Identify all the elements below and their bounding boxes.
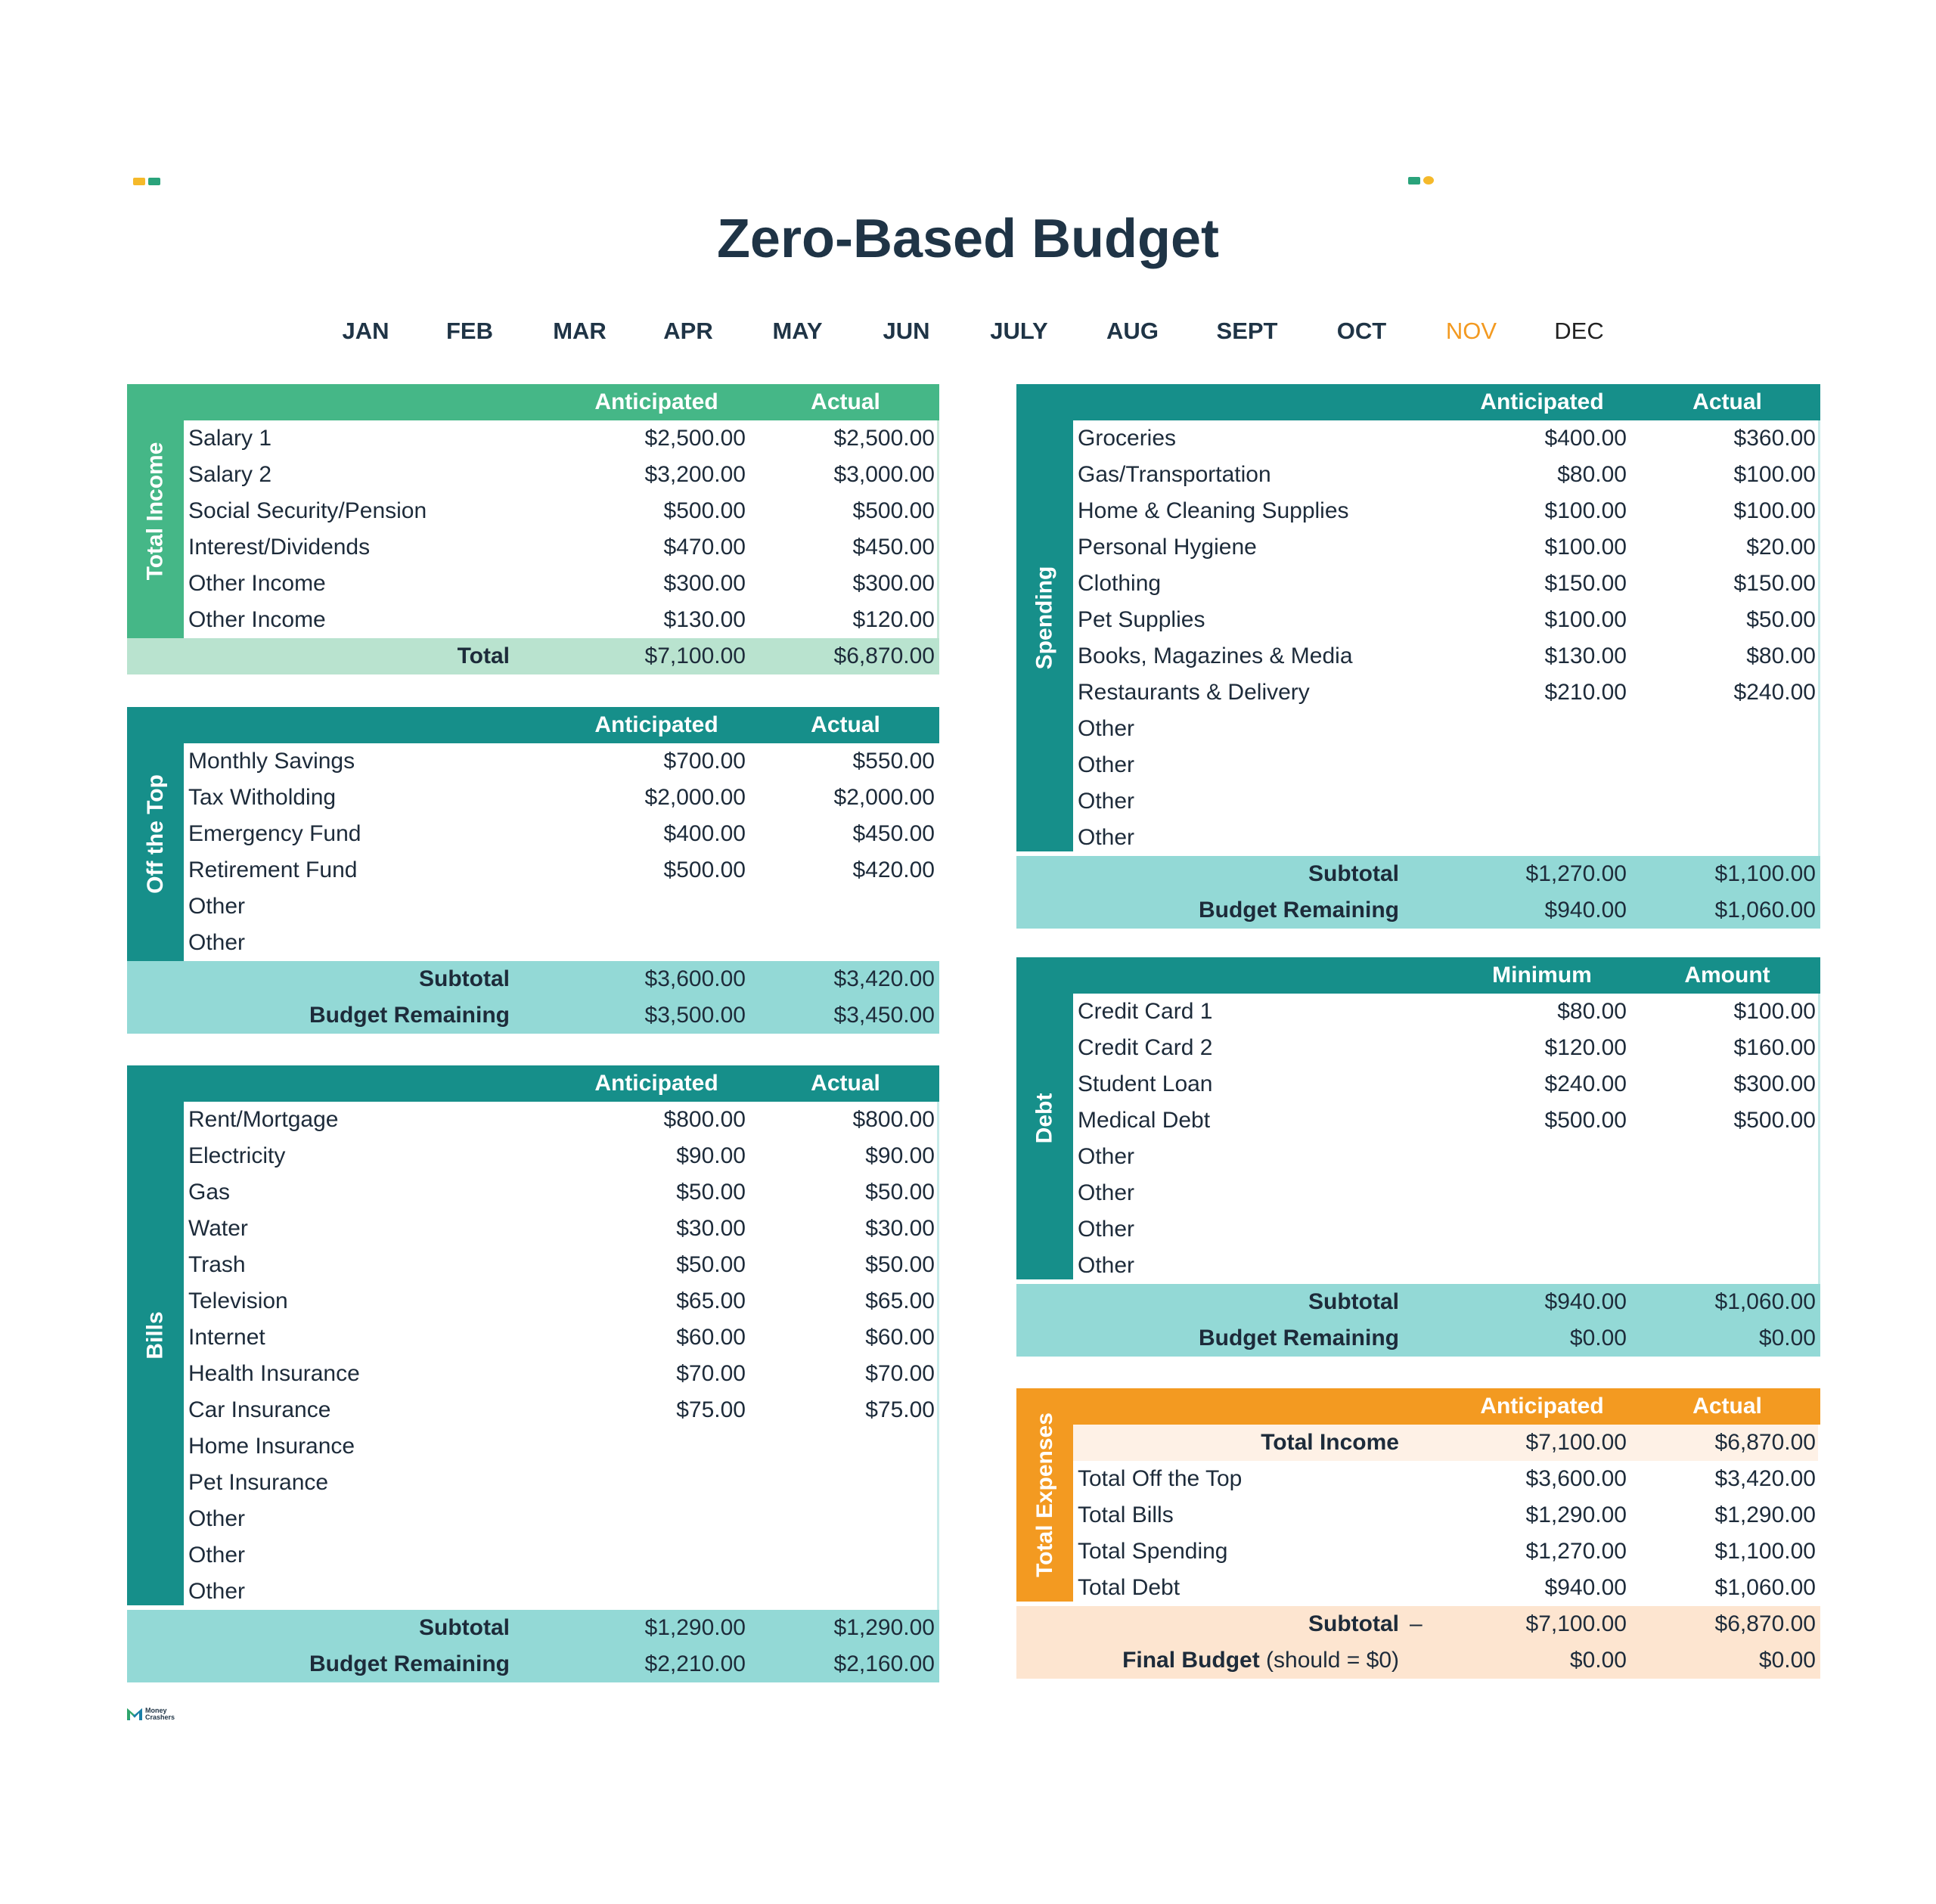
month-tab-apr[interactable]: APR — [663, 318, 713, 344]
income-table — [127, 384, 939, 670]
table-row — [1073, 783, 1820, 820]
anticipated-value: $1,270.00 — [1525, 1539, 1627, 1564]
row-label: Other — [1078, 716, 1135, 741]
anticipated-value: $2,500.00 — [644, 426, 746, 451]
actual-value: $420.00 — [852, 857, 935, 882]
row-label: Restaurants & Delivery — [1078, 680, 1310, 705]
row-label: Gas/Transportation — [1078, 462, 1271, 487]
subtotal-row-label: Subtotal — [419, 1615, 510, 1640]
table-row — [184, 1174, 939, 1211]
budget-remaining-row — [1016, 892, 1820, 929]
row-label: Credit Card 2 — [1078, 1035, 1213, 1060]
row-label: Social Security/Pension — [188, 498, 427, 523]
final-budget-row-anticipated: $0.00 — [1569, 1648, 1627, 1673]
table-row — [184, 493, 939, 529]
actual-value: $450.00 — [852, 821, 935, 846]
actual-value: $3,000.00 — [833, 462, 935, 487]
actual-value: $3,420.00 — [1714, 1466, 1816, 1491]
row-label: Salary 2 — [188, 462, 272, 487]
anticipated-value: $500.00 — [1544, 1108, 1627, 1133]
section-side-label — [127, 1065, 184, 1605]
table-row — [1073, 674, 1820, 711]
anticipated-value: $80.00 — [1557, 999, 1627, 1024]
row-label: Books, Magazines & Media — [1078, 643, 1353, 668]
month-tab-feb[interactable]: FEB — [446, 318, 493, 344]
total-income-actual: $6,870.00 — [1714, 1430, 1816, 1455]
section-side-label — [1016, 384, 1073, 851]
budget-remaining-row — [127, 1646, 939, 1682]
table-right-border — [1818, 1425, 1820, 1606]
actual-value: $450.00 — [852, 535, 935, 560]
section-side-label — [1016, 957, 1073, 1279]
row-label: Salary 1 — [188, 426, 272, 451]
anticipated-value: $100.00 — [1544, 607, 1627, 632]
table-header — [127, 384, 939, 420]
subtotal-row — [1016, 856, 1820, 892]
anticipated-value: $400.00 — [663, 821, 746, 846]
side-label-text: Bills — [142, 1311, 168, 1360]
actual-value: $2,000.00 — [833, 785, 935, 810]
actual-value: $500.00 — [1733, 1108, 1816, 1133]
budget-remaining-row-anticipated: $3,500.00 — [644, 1003, 746, 1028]
month-tab-may[interactable]: MAY — [772, 318, 823, 344]
budget-remaining-row-actual: $1,060.00 — [1714, 898, 1816, 923]
row-label: Water — [188, 1216, 248, 1241]
section-side-label — [1016, 1388, 1073, 1602]
final-budget-row — [1016, 1642, 1820, 1679]
table-row — [1073, 493, 1820, 529]
month-tab-dec[interactable]: DEC — [1554, 318, 1604, 344]
subtotal-row-anticipated: $940.00 — [1544, 1289, 1627, 1314]
row-label: Electricity — [188, 1143, 286, 1168]
anticipated-value: $2,000.00 — [644, 785, 746, 810]
row-label: Total Spending — [1078, 1539, 1228, 1564]
row-label: Home Insurance — [188, 1434, 355, 1459]
row-label: Trash — [188, 1252, 246, 1277]
actual-value: $1,100.00 — [1714, 1539, 1816, 1564]
month-tab-july[interactable]: JULY — [990, 318, 1048, 344]
coin-icon — [1423, 176, 1434, 185]
table-header — [1016, 384, 1820, 420]
table-right-border — [1818, 420, 1820, 856]
page-title: Zero-Based Budget — [716, 209, 1220, 269]
anticipated-value: $80.00 — [1557, 462, 1627, 487]
table-header — [127, 707, 939, 743]
logo-text-2: Crashers — [145, 1713, 175, 1721]
actual-value: $70.00 — [865, 1361, 935, 1386]
actual-value: $2,500.00 — [833, 426, 935, 451]
anticipated-value: $300.00 — [663, 571, 746, 596]
column-header-2: Actual — [811, 712, 880, 737]
final-budget-label-bold: Final Budget — [1122, 1648, 1260, 1673]
debt-table — [1016, 957, 1820, 1352]
row-label: Interest/Dividends — [188, 535, 371, 560]
anticipated-value: $210.00 — [1544, 680, 1627, 705]
subtotal-row-label: Subtotal — [1308, 1289, 1399, 1314]
row-label: Rent/Mortgage — [188, 1107, 339, 1132]
month-tab-nov[interactable]: NOV — [1445, 318, 1497, 344]
table-row — [184, 1501, 939, 1537]
subtotal-row-actual: $1,100.00 — [1714, 861, 1816, 886]
table-row — [184, 1392, 939, 1428]
table-row — [184, 1356, 939, 1392]
money-crashers-logo — [127, 1707, 175, 1721]
budget-remaining-row-label: Budget Remaining — [1198, 898, 1399, 923]
actual-value: $500.00 — [852, 498, 935, 523]
column-header-1: Anticipated — [1480, 1394, 1604, 1419]
table-row — [1073, 529, 1820, 566]
table-row — [1073, 1497, 1820, 1533]
column-header-1: Minimum — [1492, 963, 1592, 988]
row-label: Television — [188, 1288, 288, 1313]
table-row — [1073, 747, 1820, 783]
final-budget-row-label — [1122, 1648, 1399, 1673]
table-row — [1073, 711, 1820, 747]
table-right-border — [1818, 994, 1820, 1284]
budget-remaining-row-label: Budget Remaining — [1198, 1326, 1399, 1350]
column-header-2: Actual — [811, 1071, 880, 1096]
subtotal-row-actual: $3,420.00 — [833, 966, 935, 991]
bill-icon — [1408, 177, 1420, 185]
subtotal-row-actual: $1,060.00 — [1714, 1289, 1816, 1314]
table-row — [184, 1283, 939, 1319]
table-row — [1073, 1175, 1820, 1211]
actual-value: $60.00 — [865, 1325, 935, 1350]
row-label: Student Loan — [1078, 1071, 1213, 1096]
row-label: Other Income — [188, 571, 326, 596]
table-row — [1073, 1533, 1820, 1570]
row-label: Car Insurance — [188, 1397, 331, 1422]
table-row — [184, 888, 939, 925]
month-tab-jan[interactable]: JAN — [342, 318, 389, 344]
actual-value: $50.00 — [865, 1180, 935, 1205]
actual-value: $65.00 — [865, 1288, 935, 1313]
month-tab-oct[interactable]: OCT — [1336, 318, 1387, 344]
anticipated-value: $3,600.00 — [1525, 1466, 1627, 1491]
budget-remaining-row-label: Budget Remaining — [309, 1651, 510, 1676]
row-label: Total Off the Top — [1078, 1466, 1243, 1491]
anticipated-value: $400.00 — [1544, 426, 1627, 451]
row-label: Medical Debt — [1078, 1108, 1211, 1133]
row-label: Other — [188, 1579, 246, 1604]
actual-value: $160.00 — [1733, 1035, 1816, 1060]
subtotal-row-label: Subtotal — [419, 966, 510, 991]
actual-value: $20.00 — [1746, 535, 1816, 560]
anticipated-value: $75.00 — [676, 1397, 746, 1422]
column-header-1: Anticipated — [1480, 389, 1604, 414]
table-row — [184, 457, 939, 493]
row-label: Other — [188, 930, 246, 955]
table-row — [184, 1102, 939, 1138]
budget-remaining-row-actual: $0.00 — [1758, 1326, 1816, 1350]
table-row — [184, 816, 939, 852]
row-label: Other — [1078, 1253, 1135, 1278]
anticipated-value: $500.00 — [663, 857, 746, 882]
budget-remaining-row-anticipated: $0.00 — [1569, 1326, 1627, 1350]
anticipated-value: $240.00 — [1544, 1071, 1627, 1096]
side-label-text: Total Expenses — [1032, 1412, 1057, 1577]
table-row — [184, 780, 939, 816]
row-label: Health Insurance — [188, 1361, 360, 1386]
total-expenses-table — [1016, 1388, 1820, 1674]
anticipated-value: $65.00 — [676, 1288, 746, 1313]
month-tab-mar[interactable]: MAR — [553, 318, 607, 344]
actual-value: $300.00 — [852, 571, 935, 596]
row-label: Retirement Fund — [188, 857, 358, 882]
total-row-anticipated: $7,100.00 — [644, 643, 746, 668]
table-row — [184, 1247, 939, 1283]
row-label: Gas — [188, 1180, 231, 1205]
row-label: Other — [188, 894, 246, 919]
actual-value: $1,060.00 — [1714, 1575, 1816, 1600]
actual-value: $300.00 — [1733, 1071, 1816, 1096]
row-label: Pet Supplies — [1078, 607, 1205, 632]
side-label-text: Total Income — [142, 442, 168, 581]
actual-value: $240.00 — [1733, 680, 1816, 705]
table-row — [184, 602, 939, 638]
month-tab-aug[interactable]: AUG — [1106, 318, 1159, 344]
actual-value: $30.00 — [865, 1216, 935, 1241]
total-row — [127, 638, 939, 674]
month-tab-sept[interactable]: SEPT — [1216, 318, 1278, 344]
subtotal-row — [1016, 1284, 1820, 1320]
total-income-row — [1073, 1425, 1820, 1461]
actual-value: $75.00 — [865, 1397, 935, 1422]
row-label: Other — [1078, 1217, 1135, 1242]
budget-remaining-row-actual: $3,450.00 — [833, 1003, 935, 1028]
budget-remaining-row-anticipated: $940.00 — [1544, 898, 1627, 923]
off-the-top-table — [127, 707, 939, 1029]
table-row — [1073, 994, 1820, 1030]
table-row — [184, 1211, 939, 1247]
logo-text-1: Money — [145, 1707, 167, 1714]
table-row — [1073, 602, 1820, 638]
table-row — [184, 852, 939, 888]
row-label: Other — [188, 1543, 246, 1568]
table-row — [184, 566, 939, 602]
table-row — [1073, 820, 1820, 856]
column-header-1: Anticipated — [594, 389, 718, 414]
table-row — [1073, 1248, 1820, 1284]
actual-value: $100.00 — [1733, 498, 1816, 523]
row-label: Groceries — [1078, 426, 1177, 451]
anticipated-value: $100.00 — [1544, 535, 1627, 560]
logo-icon — [127, 1708, 142, 1720]
table-row — [1073, 1570, 1820, 1606]
column-header-2: Amount — [1684, 963, 1770, 988]
table-row — [184, 743, 939, 780]
subtotal-row-anticipated: $1,290.00 — [644, 1615, 746, 1640]
table-row — [1073, 1211, 1820, 1248]
row-label: Personal Hygiene — [1078, 535, 1257, 560]
row-label: Other — [1078, 1180, 1135, 1205]
section-side-label — [127, 384, 184, 638]
table-right-border — [937, 1102, 939, 1610]
row-label: Clothing — [1078, 571, 1162, 596]
actual-value: $800.00 — [852, 1107, 935, 1132]
budget-remaining-row-label: Budget Remaining — [309, 1003, 510, 1028]
anticipated-value: $150.00 — [1544, 571, 1627, 596]
side-label-text: Spending — [1032, 566, 1057, 670]
final-budget-label-note: (should = $0) — [1259, 1648, 1399, 1673]
anticipated-value: $940.00 — [1544, 1575, 1627, 1600]
bill-icon — [133, 178, 145, 185]
column-header-2: Actual — [811, 389, 880, 414]
table-row — [184, 1428, 939, 1465]
month-tabs — [318, 318, 1632, 345]
row-label: Total Bills — [1078, 1502, 1174, 1527]
row-label: Other — [1078, 789, 1135, 814]
table-right-border — [937, 420, 939, 638]
subtotal-row-actual: $1,290.00 — [833, 1615, 935, 1640]
anticipated-value: $100.00 — [1544, 498, 1627, 523]
anticipated-value: $50.00 — [676, 1252, 746, 1277]
subtotal-row-label: Subtotal — [1308, 861, 1399, 886]
anticipated-value: $50.00 — [676, 1180, 746, 1205]
table-header — [127, 1065, 939, 1102]
row-label: Emergency Fund — [188, 821, 361, 846]
budget-remaining-row-actual: $2,160.00 — [833, 1651, 935, 1676]
actual-value: $90.00 — [865, 1143, 935, 1168]
actual-value: $100.00 — [1733, 462, 1816, 487]
table-row — [1073, 457, 1820, 493]
table-row — [184, 1138, 939, 1174]
month-tab-jun[interactable]: JUN — [883, 318, 930, 344]
row-label: Other Income — [188, 607, 326, 632]
column-header-2: Actual — [1692, 1394, 1762, 1419]
anticipated-value: $1,290.00 — [1525, 1502, 1627, 1527]
anticipated-value: $700.00 — [663, 749, 746, 774]
total-income-label: Total Income — [1261, 1430, 1399, 1455]
subtotal-row-anticipated: $3,600.00 — [644, 966, 746, 991]
subtotal-row — [127, 1610, 939, 1646]
column-header-2: Actual — [1692, 389, 1762, 414]
actual-value: $360.00 — [1733, 426, 1816, 451]
table-row — [184, 925, 939, 961]
subtotal-row — [127, 961, 939, 997]
row-label: Pet Insurance — [188, 1470, 329, 1495]
spending-table — [1016, 384, 1820, 924]
table-row — [1073, 566, 1820, 602]
table-header — [1016, 957, 1820, 994]
money-decoration-left — [133, 178, 160, 185]
row-label: Tax Witholding — [188, 785, 337, 810]
section-side-label — [127, 707, 184, 961]
row-label: Credit Card 1 — [1078, 999, 1213, 1024]
table-row — [1073, 1102, 1820, 1139]
table-row — [1073, 1461, 1820, 1497]
table-row — [1073, 638, 1820, 674]
row-label: Other — [1078, 752, 1135, 777]
anticipated-value: $70.00 — [676, 1361, 746, 1386]
side-label-text: Debt — [1032, 1093, 1057, 1144]
table-row — [184, 1574, 939, 1610]
table-row — [1073, 420, 1820, 457]
anticipated-value: $30.00 — [676, 1216, 746, 1241]
row-label: Home & Cleaning Supplies — [1078, 498, 1349, 523]
total-income-anticipated: $7,100.00 — [1525, 1430, 1627, 1455]
row-label: Internet — [188, 1325, 265, 1350]
table-row — [184, 529, 939, 566]
actual-value: $50.00 — [865, 1252, 935, 1277]
actual-value: $150.00 — [1733, 571, 1816, 596]
budget-remaining-row — [127, 997, 939, 1034]
anticipated-value: $3,200.00 — [644, 462, 746, 487]
anticipated-value: $130.00 — [663, 607, 746, 632]
table-row — [1073, 1030, 1820, 1066]
minus-sign: – — [1410, 1611, 1423, 1636]
table-row — [1073, 1066, 1820, 1102]
table-row — [184, 420, 939, 457]
final-budget-row-actual: $0.00 — [1758, 1648, 1816, 1673]
total-row-actual: $6,870.00 — [833, 643, 935, 668]
money-decoration-right — [1408, 176, 1434, 185]
bills-table — [127, 1065, 939, 1678]
anticipated-value: $60.00 — [676, 1325, 746, 1350]
row-label: Monthly Savings — [188, 749, 355, 774]
actual-value: $50.00 — [1746, 607, 1816, 632]
row-label: Other — [1078, 825, 1135, 850]
anticipated-value: $500.00 — [663, 498, 746, 523]
subtotal-row — [1016, 1606, 1820, 1642]
actual-value: $1,290.00 — [1714, 1502, 1816, 1527]
subtotal-row-label: Subtotal — [1308, 1611, 1399, 1636]
anticipated-value: $120.00 — [1544, 1035, 1627, 1060]
column-header-1: Anticipated — [594, 1071, 718, 1096]
side-label-text: Off the Top — [142, 774, 168, 894]
budget-remaining-row — [1016, 1320, 1820, 1357]
anticipated-value: $470.00 — [663, 535, 746, 560]
total-row-label: Total — [457, 643, 510, 668]
actual-value: $80.00 — [1746, 643, 1816, 668]
table-row — [1073, 1139, 1820, 1175]
table-right-border — [937, 743, 939, 961]
bill-icon — [148, 178, 160, 185]
subtotal-row-anticipated: $7,100.00 — [1525, 1611, 1627, 1636]
row-label: Other — [1078, 1144, 1135, 1169]
row-label: Total Debt — [1078, 1575, 1181, 1600]
subtotal-row-actual: $6,870.00 — [1714, 1611, 1816, 1636]
anticipated-value: $130.00 — [1544, 643, 1627, 668]
row-label: Other — [188, 1506, 246, 1531]
actual-value: $550.00 — [852, 749, 935, 774]
actual-value: $100.00 — [1733, 999, 1816, 1024]
actual-value: $120.00 — [852, 607, 935, 632]
table-row — [184, 1537, 939, 1574]
subtotal-row-anticipated: $1,270.00 — [1525, 861, 1627, 886]
anticipated-value: $800.00 — [663, 1107, 746, 1132]
column-header-1: Anticipated — [594, 712, 718, 737]
table-row — [184, 1465, 939, 1501]
table-row — [184, 1319, 939, 1356]
budget-remaining-row-anticipated: $2,210.00 — [644, 1651, 746, 1676]
table-header — [1016, 1388, 1820, 1425]
anticipated-value: $90.00 — [676, 1143, 746, 1168]
